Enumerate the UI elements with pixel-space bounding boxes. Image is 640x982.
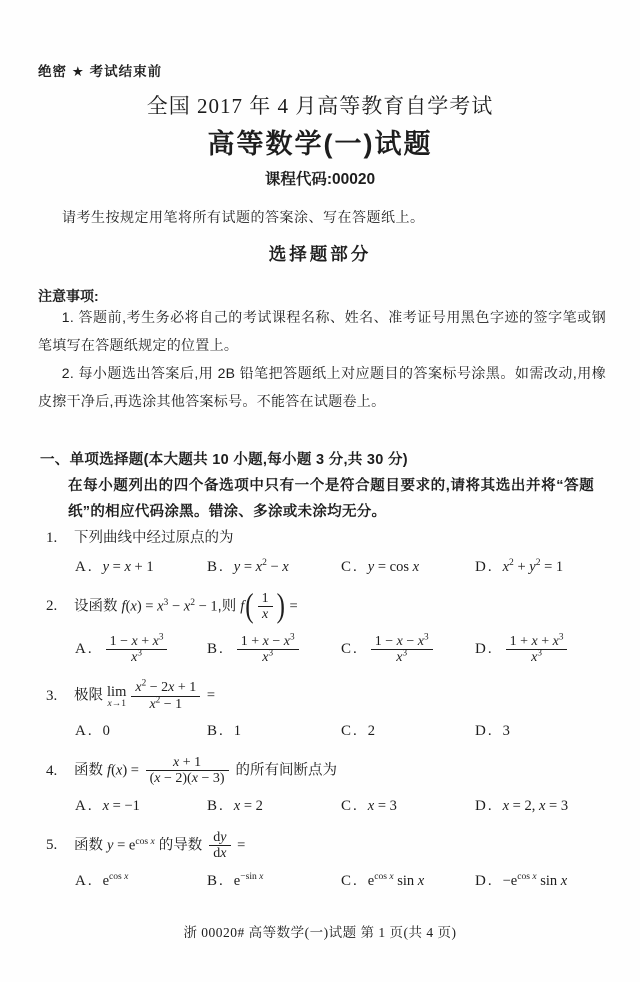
math-variable: x [131, 649, 138, 665]
option-content [234, 723, 241, 740]
math-fraction [106, 630, 168, 666]
math-text: = 3 [374, 797, 397, 814]
math-text: sin [536, 872, 561, 889]
math-numerator [146, 755, 229, 770]
math-variable: x [259, 870, 264, 882]
math-text: + 1 [174, 680, 197, 696]
math-superscript [135, 836, 154, 847]
math-text: − 2 [146, 680, 169, 696]
math-text: = −1 [109, 797, 140, 814]
math-variable: y [529, 558, 536, 575]
math-fraction [258, 591, 273, 623]
option-label: C. [341, 872, 359, 889]
math-text: − [268, 633, 284, 649]
math-variable: x [102, 797, 110, 814]
math-text: 3 [402, 647, 408, 658]
option-row [75, 870, 640, 890]
question-stem [46, 677, 640, 712]
math-text: + [137, 633, 153, 649]
math-text: − 2)( [160, 771, 192, 787]
math-variable: x [168, 680, 175, 696]
option-item [207, 798, 341, 815]
cjk-text: 极限 [74, 688, 108, 705]
math-text: 1 − [109, 633, 132, 649]
math-text: →1 [111, 699, 126, 710]
question-stem-content [74, 588, 298, 625]
math-text: 0 [102, 723, 110, 740]
math-variable: x [560, 872, 568, 889]
math-variable: f [121, 598, 126, 615]
math-variable: y [102, 558, 110, 575]
math-variable: x [502, 558, 510, 575]
math-denominator [371, 649, 433, 665]
course-code: 课程代码:00020 [264, 171, 376, 188]
math-text: 2 [141, 677, 147, 688]
math-text: 1 [261, 590, 269, 606]
math-variable: x [183, 598, 191, 615]
option-label: D. [475, 640, 494, 657]
math-denominator [258, 606, 273, 622]
math-superscript [517, 871, 536, 882]
math-text: − 1 [160, 696, 183, 712]
math-variable: x [261, 607, 269, 623]
option-label: C. [341, 797, 359, 814]
math-text: e [233, 872, 241, 889]
math-superscript [424, 631, 429, 641]
math-text: − [402, 633, 418, 649]
option-item [475, 556, 564, 576]
math-variable: y [107, 837, 114, 854]
math-text: −sin [240, 870, 260, 882]
math-text: cos [517, 870, 533, 882]
math-text: 2 [190, 596, 195, 608]
option-content [368, 559, 419, 576]
option-item [75, 870, 207, 890]
math-superscript [269, 647, 274, 657]
option-label: D. [475, 723, 494, 740]
option-item [475, 798, 568, 815]
math-limit [107, 685, 126, 710]
math-text: −e [502, 872, 518, 889]
math-variable: x [152, 633, 159, 649]
math-text: 2 [509, 556, 514, 568]
math-text: = 2 [240, 797, 263, 814]
math-denominator [506, 649, 568, 665]
math-text: − [266, 558, 283, 575]
math-variable: x [233, 797, 241, 814]
math-superscript [240, 871, 263, 882]
math-variable: x [412, 558, 420, 575]
option-content [503, 630, 571, 666]
question-number: 5. [46, 837, 58, 854]
math-denominator [146, 770, 229, 786]
option-label: D. [475, 872, 494, 889]
math-denominator [237, 649, 299, 665]
math-numerator [209, 830, 230, 845]
math-variable: x [552, 633, 559, 649]
option-row [75, 723, 640, 740]
option-label: C. [341, 640, 359, 657]
math-text: d [213, 846, 221, 862]
math-superscript [137, 647, 142, 657]
math-text: cos [135, 835, 151, 847]
cjk-text: 的所有间断点为 [231, 762, 338, 779]
option-item [75, 630, 207, 666]
math-denominator [106, 649, 168, 665]
math-numerator [131, 677, 200, 696]
option-content [103, 559, 154, 576]
question-number: 4. [46, 762, 58, 779]
math-superscript [559, 631, 564, 641]
option-content [367, 870, 425, 890]
option-item [341, 798, 475, 815]
question-stem [46, 529, 640, 548]
question-number: 3. [46, 687, 58, 704]
option-label: A. [75, 558, 94, 575]
security-classification: 绝密 ★ 考试结束前 [38, 64, 163, 79]
math-text: e [367, 872, 375, 889]
question-number: 2. [46, 598, 58, 615]
option-content [103, 630, 171, 666]
math-text: − [168, 598, 184, 615]
math-limit-word: lim [107, 683, 127, 700]
math-variable: x [531, 649, 538, 665]
math-text: 2 [535, 556, 541, 568]
option-content [368, 723, 375, 740]
cjk-text: 下列曲线中经过原点的为 [74, 530, 234, 547]
option-item [75, 723, 207, 740]
math-text: = [240, 558, 256, 575]
math-big-parens [244, 588, 286, 625]
math-fraction [371, 630, 433, 666]
math-variable: x [532, 870, 537, 882]
math-superscript [109, 871, 128, 882]
math-text: cos [109, 870, 125, 882]
math-superscript [403, 647, 408, 657]
option-label: B. [207, 723, 225, 740]
math-text: 1 − [374, 633, 397, 649]
math-text: ) = [136, 598, 158, 615]
option-item [341, 559, 475, 576]
right-paren-icon: ) [276, 588, 285, 625]
math-text: 1 + [509, 633, 532, 649]
option-item [475, 870, 568, 890]
option-item [75, 559, 207, 576]
math-limit-subscript [107, 700, 126, 710]
option-content [103, 723, 110, 740]
option-item [341, 723, 475, 740]
math-variable: x [154, 771, 161, 787]
option-content [233, 556, 289, 576]
option-content [233, 870, 264, 890]
math-variable: x [282, 558, 289, 575]
math-variable: x [417, 872, 425, 889]
math-variable: x [107, 699, 112, 710]
math-text: 3 [137, 647, 142, 658]
section-title: 选择题部分 [268, 244, 372, 264]
math-variable: x [255, 558, 263, 575]
math-text: cos [374, 870, 390, 882]
math-denominator [131, 696, 200, 712]
math-variable: x [173, 755, 180, 771]
option-item [475, 723, 510, 740]
math-variable: x [396, 649, 403, 665]
math-text: = 1 [540, 558, 564, 575]
option-item [207, 723, 341, 740]
math-text: = cos [374, 558, 413, 575]
math-text: + 1 [179, 755, 202, 771]
math-superscript [159, 631, 164, 641]
math-text: − 1 [194, 598, 218, 615]
option-label: D. [475, 558, 494, 575]
question-item [0, 588, 640, 666]
exam-session-title: 全国 2017 年 4 月高等教育自学考试 [146, 94, 494, 118]
math-text: e [102, 872, 110, 889]
option-item [207, 630, 341, 666]
option-item [341, 630, 475, 666]
math-superscript [374, 871, 393, 882]
math-variable: f [240, 598, 245, 615]
option-label: A. [75, 640, 94, 657]
question-stem-content [74, 830, 245, 862]
math-text: 2 [262, 556, 267, 568]
option-content [503, 798, 569, 815]
math-variable: x [502, 797, 510, 814]
math-text: 3 [502, 723, 510, 740]
math-text: ( [125, 598, 131, 615]
question-stem [46, 830, 640, 862]
math-text: = [109, 558, 125, 575]
option-row [75, 630, 640, 666]
option-content [502, 556, 564, 576]
question-number: 1. [46, 530, 58, 546]
option-item [207, 870, 341, 890]
cjk-text: 设函数 [74, 598, 122, 615]
math-variable: x [191, 771, 198, 787]
option-label: B. [207, 640, 225, 657]
math-text: = 2, [509, 797, 539, 814]
math-text: 3 [424, 630, 429, 641]
math-text: 1 + [240, 633, 263, 649]
math-text: ) = [122, 762, 143, 779]
math-variable: x [130, 598, 137, 615]
note-paragraph: 2. 每小题选出答案后,用 2B 铅笔把答题纸上对应题目的答案标号涂黑。如需改动,用橡皮擦干净后,再选涂其他答案标号。不能答在试题卷上。 [38, 365, 606, 409]
math-text: sin [393, 872, 418, 889]
math-variable: x [389, 870, 394, 882]
math-text: + 1 [130, 558, 154, 575]
option-row [75, 556, 640, 576]
math-text: = [203, 688, 216, 705]
option-label: A. [75, 872, 94, 889]
cjk-text: 函数 [74, 762, 108, 779]
option-label: C. [341, 558, 359, 575]
math-text: = [233, 837, 246, 854]
question-item [0, 529, 640, 576]
math-text: − 3) [197, 771, 225, 787]
option-label: B. [207, 558, 225, 575]
option-label: A. [75, 723, 94, 740]
math-denominator [209, 845, 230, 861]
math-variable: y [367, 558, 375, 575]
math-variable: x [367, 797, 375, 814]
math-paren-content [255, 591, 276, 623]
cjk-text: ,则 [217, 598, 241, 615]
option-label: A. [75, 797, 94, 814]
option-item [207, 556, 341, 576]
math-superscript [537, 647, 542, 657]
option-content [503, 723, 510, 740]
part-subtext: 在每小题列出的四个备选项中只有一个是符合题目要求的,请将其选出并将“答题纸”的相应代码涂黑。错涂、多涂或未涂均无分。 [68, 478, 594, 520]
instruction-line: 请考生按规定用笔将所有试题的答案涂、写在答题纸上。 [62, 209, 425, 225]
math-variable: y [220, 829, 227, 845]
math-text: 3 [268, 647, 274, 658]
math-variable: x [150, 835, 155, 847]
paper-title: 高等数学(一)试题 [207, 129, 433, 159]
page-footer: 浙 00020# 高等数学(一)试题 第 1 页(共 4 页) [183, 925, 457, 940]
math-variable: x [220, 846, 227, 862]
math-text: d [213, 829, 221, 845]
left-paren-icon: ( [245, 588, 254, 625]
question-item [0, 830, 640, 890]
math-variable: x [149, 696, 156, 712]
math-text: + [513, 558, 530, 575]
question-item [0, 755, 640, 815]
math-variable: x [262, 649, 269, 665]
math-text: ( [149, 771, 155, 787]
option-label: C. [341, 723, 359, 740]
math-variable: x [538, 797, 546, 814]
math-variable: x [283, 633, 291, 649]
question-stem-content [74, 755, 337, 787]
question-list [0, 529, 640, 905]
math-text: = 3 [545, 797, 569, 814]
math-variable: x [157, 598, 164, 615]
math-variable: y [233, 558, 241, 575]
math-text: 1 [233, 723, 242, 740]
option-row [75, 798, 640, 815]
option-item [341, 870, 475, 890]
option-item [475, 630, 570, 666]
math-text: + [537, 633, 553, 649]
math-text: 2 [155, 694, 161, 705]
question-stem [46, 755, 640, 787]
math-text: = e [113, 837, 136, 854]
math-text: 3 [558, 630, 564, 641]
option-label: B. [207, 872, 225, 889]
math-variable: x [531, 633, 538, 649]
note-paragraph: 1. 答题前,考生务必将自己的考试课程名称、姓名、准考证号用黑色字迹的签字笔或钢笔填写在答题纸规定的位置上。 [38, 309, 606, 353]
math-variable: x [262, 633, 269, 649]
math-fraction [131, 677, 200, 712]
math-fraction [506, 630, 568, 666]
math-fraction [146, 755, 229, 787]
math-superscript [290, 631, 295, 641]
option-content [234, 630, 302, 666]
math-variable: x [131, 633, 138, 649]
option-content [368, 798, 397, 815]
cjk-text: 函数 [74, 837, 108, 854]
math-variable: x [396, 633, 403, 649]
math-numerator [258, 591, 273, 606]
option-label: D. [475, 797, 494, 814]
cjk-text: 的导数 [154, 837, 207, 854]
math-variable: x [124, 558, 131, 575]
question-item [0, 677, 640, 740]
math-variable: f [107, 762, 112, 779]
question-stem [46, 588, 640, 625]
math-variable: x [124, 870, 129, 882]
option-content [102, 870, 129, 890]
math-text: ( [111, 762, 116, 779]
math-fraction [237, 630, 299, 666]
math-text: 3 [163, 596, 169, 608]
notes-list [38, 303, 606, 415]
notes-heading: 注意事项: [38, 288, 99, 304]
math-text: 3 [290, 630, 295, 641]
option-label: B. [207, 797, 225, 814]
option-content [368, 630, 436, 666]
part-heading: 一、单项选择题(本大题共 10 小题,每小题 3 分,共 30 分) [40, 452, 408, 468]
option-item [75, 798, 207, 815]
option-content [103, 798, 140, 815]
math-text: 3 [158, 630, 164, 641]
math-fraction [209, 830, 230, 862]
math-text: 3 [537, 647, 542, 658]
option-content [502, 870, 568, 890]
math-variable: x [417, 633, 425, 649]
math-variable: x [135, 680, 142, 696]
math-text: = [285, 598, 298, 615]
question-stem-content [74, 529, 234, 547]
math-variable: x [115, 762, 123, 779]
math-text: 2 [367, 723, 376, 740]
option-content [234, 798, 263, 815]
question-stem-content [74, 677, 216, 712]
